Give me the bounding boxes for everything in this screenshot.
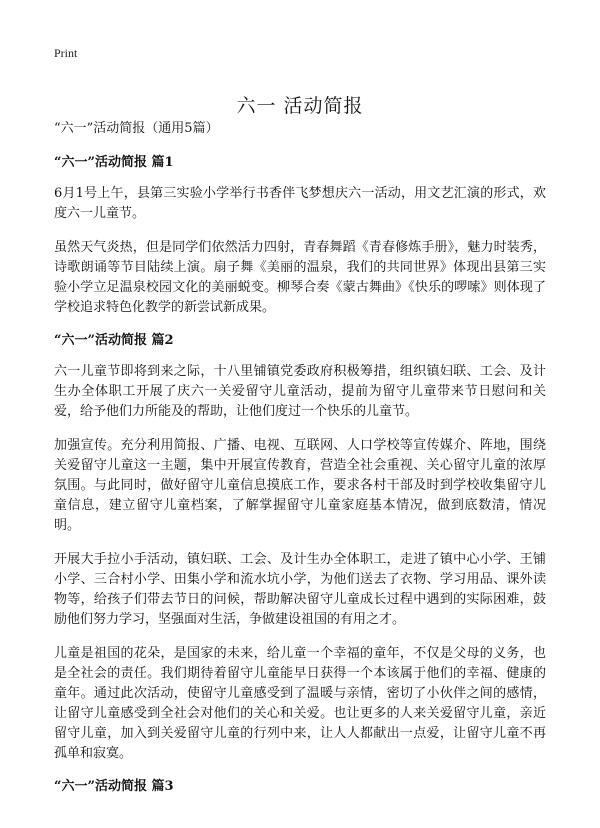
section-heading: “六一”活动简报 篇1: [54, 155, 174, 170]
print-link[interactable]: Print: [54, 46, 78, 60]
paragraph: 儿童是祖国的花朵，是国家的未来，给儿童一个幸福的童年，不仅是父母的义务，也是全社会的责任。我们期待着留守儿童能早日获得一个本该属于他们的幸福、健康的童年。通过此次活动，使留守儿童感受到了温暖与亲情，密切了小伙伴之间的感情，让留守儿童感受到全社会对他们的关心和关爱。也让更多的人来关爱留守儿童，亲近留守儿童，加入到关爱留守儿童的行列中来，让人人都献出一点爱，让留守儿童不再孤单和寂寞。: [54, 646, 546, 761]
document-body: [54, 120, 546, 808]
paragraph: 虽然天气炎热，但是同学们依然活力四射，青春舞蹈《青春修炼手册》，魅力时装秀，诗歌朗诵等节目陆续上演。扇子舞《美丽的温泉，我们的共同世界》体现出县第三实验小学立足温泉校园文化的美丽蜕变。柳琴合奏《蒙古舞曲》《快乐的啰嗦》则体现了学校追求特色化教学的新尝试新成果。: [54, 240, 546, 315]
section-2: [54, 332, 546, 764]
paragraph: 六一儿童节即将到来之际，十八里铺镇党委政府积极筹措，组织镇妇联、工会、及计生办全体职工开展了庆六一关爱留守儿童活动，提前为留守儿童带来节日慰问和关爱，给予他们力所能及的帮助，让他们度过一个快乐的儿童节。: [54, 364, 546, 419]
paragraph: 加强宣传。充分利用简报、广播、电视、互联网、人口学校等宣传媒介、阵地，围绕关爱留守儿童这一主题，集中开展宣传教育，营造全社会重视、关心留守儿童的浓厚氛围。与此同时，做好留守儿童信息摸底工作，要求各村干部及时到学校收集留守儿童信息，建立留守儿童档案，了解掌握留守儿童家庭基本情况，做到底数清，情况明。: [54, 438, 546, 533]
section-heading: “六一”活动简报 篇3: [54, 779, 174, 794]
page-title: 六一 活动简报: [236, 94, 364, 117]
section-3: [54, 778, 546, 796]
paragraph: 6月1号上午，县第三实验小学举行书香伴飞梦想庆六一活动，用文艺汇演的形式，欢度六一儿童节。: [54, 186, 546, 221]
document-subtitle: “六一”活动简报（通用5篇）: [54, 121, 219, 136]
section-heading: “六一”活动简报 篇2: [54, 333, 174, 348]
paragraph: 开展大手拉小手活动，镇妇联、工会、及计生办全体职工，走进了镇中心小学、王铺小学、三合村小学、田集小学和流水坑小学，为他们送去了衣物、学习用品、课外读物等，给孩子们带去节日的问候，帮助解决留守儿童成长过程中遇到的实际困难，鼓励他们努力学习，坚强面对生活，争做建设祖国的有用之才。: [54, 552, 546, 627]
section-1: [54, 154, 546, 318]
